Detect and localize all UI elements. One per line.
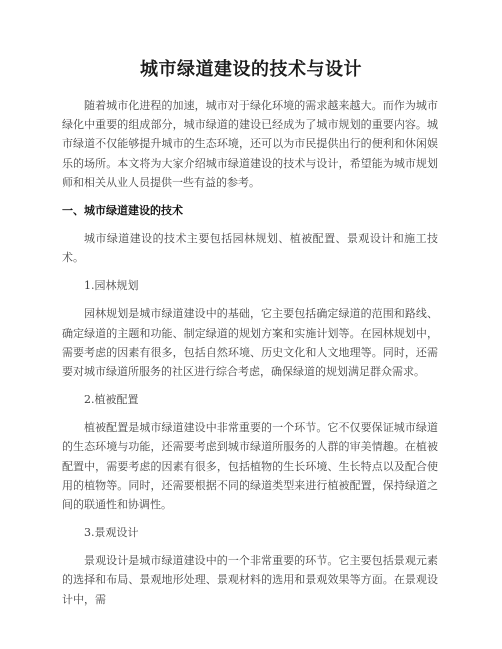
subsection-text-vegetation: 植被配置是城市绿道建设中非常重要的一个环节。它不仅要保证城市绿道的生态环境与功能，还需要考虑到城市绿道所服务的人群的审美情趣。在植被配置中，需要考虑的因素有很多，包括植物的生长环境、生长特点以及配合使用的植物等。同时，还需要根据不同的绿道类型来进行植被配置，保持绿道之间的联通性和协调性。	[62, 421, 438, 512]
document-title: 城市绿道建设的技术与设计	[140, 59, 362, 80]
subsection-text-landscape-planning: 园林规划是城市绿道建设中的基础，它主要包括确定绿道的范围和路线、确定绿道的主题和功能、制定绿道的规划方案和实施计划等。在园林规划中，需要考虑的因素有很多，包括自然环境、历史文化和人文地理等。同时，还需要对城市绿道所服务的社区进行综合考虑，确保绿道的规划满足群众需求。	[62, 307, 438, 379]
section-summary: 城市绿道建设的技术主要包括园林规划、植被配置、景观设计和施工技术。	[62, 232, 438, 265]
document-body	[62, 96, 438, 618]
subsection-text-landscape-design: 景观设计是城市绿道建设中的一个非常重要的环节。它主要包括景观元素的选择和布局、景观地形处理、景观材料的选用和景观效果等方面。在景观设计中，需	[62, 554, 438, 606]
section-heading: 一、城市绿道建设的技术	[62, 204, 183, 218]
subsection-heading-landscape-planning: 1.园林规划	[84, 279, 139, 293]
intro-paragraph: 随着城市化进程的加速，城市对于绿化环境的需求越来越大。而作为城市绿化中重要的组成部分，城市绿道的建设已经成为了城市规划的重要内容。城市绿道不仅能够提升城市的生态环境，还可以为市民提供出行的便利和休闲娱乐的场所。本文将为大家介绍城市绿道建设的技术与设计，希望能为城市规划师和相关从业人员提供一些有益的参考。	[62, 99, 438, 189]
subsection-heading-landscape-design: 3.景观设计	[84, 526, 139, 540]
subsection-heading-vegetation: 2.植被配置	[84, 393, 139, 407]
